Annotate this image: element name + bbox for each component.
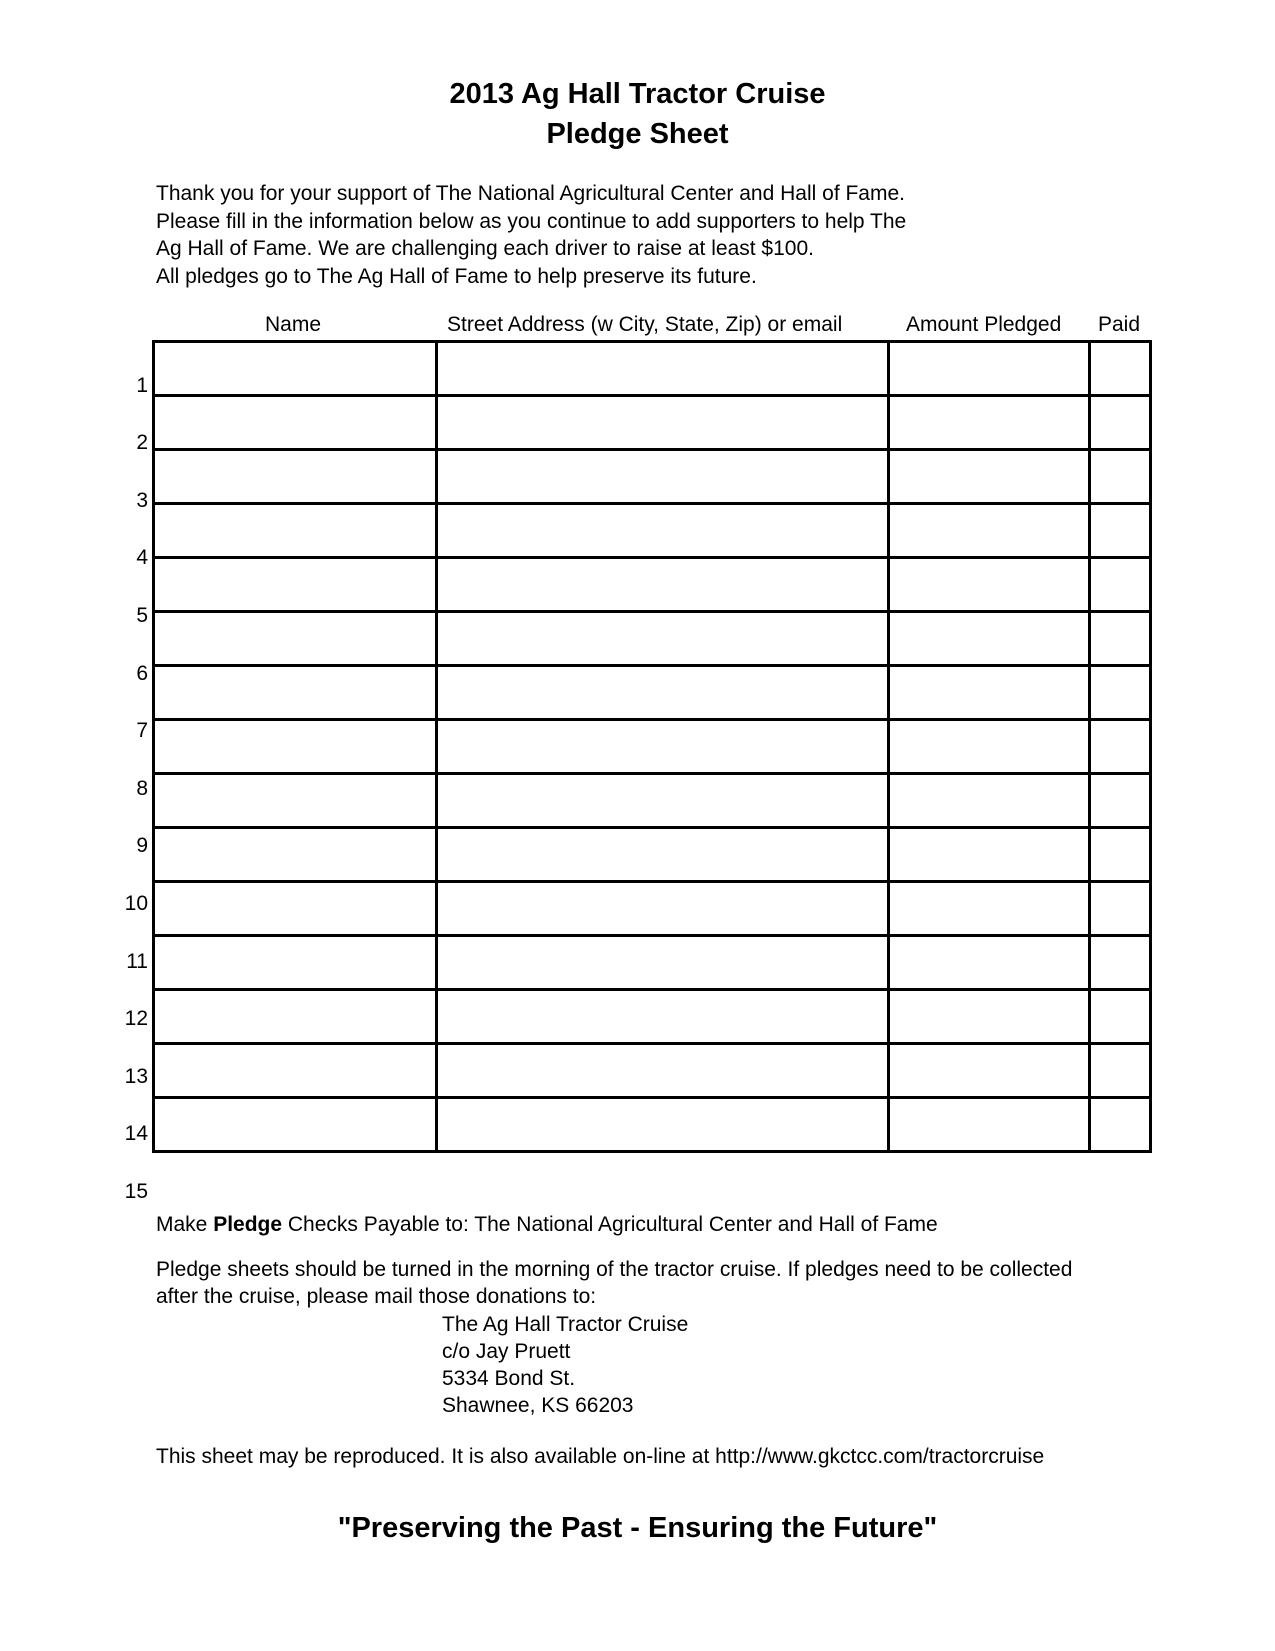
row-number: [112, 916, 148, 974]
amount-cell[interactable]: [889, 1098, 1090, 1152]
paid-cell[interactable]: [1090, 342, 1151, 396]
row-number: [112, 513, 148, 571]
amount-cell[interactable]: [889, 774, 1090, 828]
table-row: [154, 990, 1151, 1044]
paid-cell[interactable]: [1090, 774, 1151, 828]
paid-cell[interactable]: [1090, 396, 1151, 450]
row-number-label: 14: [124, 1122, 148, 1146]
table-row: [154, 828, 1151, 882]
row-number-label: 15: [124, 1179, 148, 1203]
row-number-label: 6: [136, 661, 148, 685]
address-cell[interactable]: [437, 1098, 889, 1152]
address-cell[interactable]: [437, 1044, 889, 1098]
address-cell[interactable]: [437, 558, 889, 612]
paid-cell[interactable]: [1090, 828, 1151, 882]
name-cell[interactable]: [154, 882, 437, 936]
address-line: c/o Jay Pruett: [442, 1340, 571, 1363]
row-number-label: 9: [136, 834, 148, 858]
paid-cell[interactable]: [1090, 882, 1151, 936]
row-number-label: 13: [124, 1064, 148, 1088]
row-number: [112, 743, 148, 801]
amount-cell[interactable]: [889, 828, 1090, 882]
table-row: [154, 612, 1151, 666]
checks-payable-note: [156, 1213, 938, 1237]
name-cell[interactable]: [154, 990, 437, 1044]
table-row: [154, 504, 1151, 558]
paid-cell[interactable]: [1090, 666, 1151, 720]
checks-bold: Pledge: [213, 1213, 283, 1236]
column-header-name: Name: [265, 313, 322, 336]
amount-cell[interactable]: [889, 450, 1090, 504]
row-number: [112, 455, 148, 513]
name-cell[interactable]: [154, 504, 437, 558]
pledge-table: [152, 340, 1152, 1153]
name-cell[interactable]: [154, 774, 437, 828]
row-number-label: 1: [136, 373, 148, 397]
turn-in-line: after the cruise, please mail those donations to:: [156, 1285, 597, 1308]
name-cell[interactable]: [154, 342, 437, 396]
paid-cell[interactable]: [1090, 504, 1151, 558]
checks-suffix: Checks Payable to: The National Agricultural Center and Hall of Fame: [282, 1213, 938, 1236]
row-number-label: 7: [136, 719, 148, 743]
address-cell[interactable]: [437, 666, 889, 720]
address-cell[interactable]: [437, 774, 889, 828]
row-number-label: 11: [126, 949, 148, 973]
name-cell[interactable]: [154, 396, 437, 450]
row-number: [112, 570, 148, 628]
checks-prefix: Make: [156, 1213, 214, 1236]
row-number-label: 10: [124, 891, 148, 915]
paid-cell[interactable]: [1090, 450, 1151, 504]
row-number-label: 12: [124, 1007, 148, 1031]
address-cell[interactable]: [437, 720, 889, 774]
row-number: [112, 340, 148, 398]
address-line: The Ag Hall Tractor Cruise: [442, 1313, 689, 1336]
row-number-label: 8: [136, 776, 148, 800]
address-cell[interactable]: [437, 612, 889, 666]
table-row: [154, 882, 1151, 936]
table-row: [154, 666, 1151, 720]
reproduce-note: This sheet may be reproduced. It is also available on-line at http://www.gkctcc.com/tractorcruise: [156, 1445, 1045, 1468]
column-header-address: Street Address (w City, State, Zip) or email: [447, 313, 843, 336]
amount-cell[interactable]: [889, 558, 1090, 612]
name-cell[interactable]: [154, 666, 437, 720]
name-cell[interactable]: [154, 450, 437, 504]
paid-cell[interactable]: [1090, 612, 1151, 666]
row-number: [112, 398, 148, 456]
address-line: Shawnee, KS 66203: [442, 1394, 634, 1417]
row-number: [112, 686, 148, 744]
table-row: [154, 342, 1151, 396]
address-cell[interactable]: [437, 936, 889, 990]
paid-cell[interactable]: [1090, 1098, 1151, 1152]
intro-line: Ag Hall of Fame. We are challenging each driver to raise at least $100.: [156, 237, 814, 260]
row-number-label: 3: [136, 488, 148, 512]
row-number: [112, 628, 148, 686]
turn-in-line: Pledge sheets should be turned in the morning of the tractor cruise. If pledges need to be collected: [156, 1258, 1073, 1281]
name-cell[interactable]: [154, 558, 437, 612]
amount-cell[interactable]: [889, 504, 1090, 558]
amount-cell[interactable]: [889, 396, 1090, 450]
paid-cell[interactable]: [1090, 990, 1151, 1044]
table-row: [154, 450, 1151, 504]
amount-cell[interactable]: [889, 612, 1090, 666]
table-row: [154, 936, 1151, 990]
table-row: [154, 774, 1151, 828]
paid-cell[interactable]: [1090, 720, 1151, 774]
address-cell[interactable]: [437, 342, 889, 396]
table-row: [154, 720, 1151, 774]
address-cell[interactable]: [437, 504, 889, 558]
column-header-paid: Paid: [1098, 313, 1141, 336]
amount-cell[interactable]: [889, 990, 1090, 1044]
paid-cell[interactable]: [1090, 1044, 1151, 1098]
table-row: [154, 558, 1151, 612]
intro-line: Thank you for your support of The National Agricultural Center and Hall of Fame.: [156, 182, 905, 205]
row-number: [112, 801, 148, 859]
row-number: [112, 858, 148, 916]
row-number-label: 2: [136, 431, 148, 455]
row-number-label: 5: [136, 603, 148, 627]
amount-cell[interactable]: [889, 1044, 1090, 1098]
intro-line: Please fill in the information below as you continue to add supporters to help The: [156, 209, 907, 233]
row-numbers: [112, 340, 148, 1204]
table-row: [154, 1044, 1151, 1098]
intro-paragraph: [156, 180, 906, 290]
table-row: [154, 1098, 1151, 1152]
row-number: [112, 974, 148, 1032]
amount-cell[interactable]: [889, 882, 1090, 936]
name-cell[interactable]: [154, 612, 437, 666]
amount-cell[interactable]: [889, 720, 1090, 774]
row-number: [112, 1031, 148, 1089]
name-cell[interactable]: [154, 1098, 437, 1152]
row-number: [112, 1089, 148, 1147]
row-number-label: 4: [136, 546, 148, 570]
address-cell[interactable]: [437, 828, 889, 882]
intro-line: All pledges go to The Ag Hall of Fame to help preserve its future.: [156, 264, 757, 288]
name-cell[interactable]: [154, 936, 437, 990]
address-cell[interactable]: [437, 882, 889, 936]
address-cell[interactable]: [437, 450, 889, 504]
paid-cell[interactable]: [1090, 558, 1151, 612]
name-cell[interactable]: [154, 1044, 437, 1098]
address-cell[interactable]: [437, 396, 889, 450]
table-row: [154, 396, 1151, 450]
amount-cell[interactable]: [889, 666, 1090, 720]
page-title: 2013 Ag Hall Tractor Cruise: [449, 78, 826, 110]
motto: "Preserving the Past - Ensuring the Future": [337, 1512, 938, 1544]
address-cell[interactable]: [437, 990, 889, 1044]
column-header-amount: Amount Pledged: [906, 313, 1062, 336]
row-number: [112, 1146, 148, 1204]
paid-cell[interactable]: [1090, 936, 1151, 990]
amount-cell[interactable]: [889, 342, 1090, 396]
page-subtitle: Pledge Sheet: [546, 118, 729, 150]
amount-cell[interactable]: [889, 936, 1090, 990]
name-cell[interactable]: [154, 720, 437, 774]
name-cell[interactable]: [154, 828, 437, 882]
mailing-address: [442, 1311, 688, 1419]
address-line: 5334 Bond St.: [442, 1367, 576, 1390]
